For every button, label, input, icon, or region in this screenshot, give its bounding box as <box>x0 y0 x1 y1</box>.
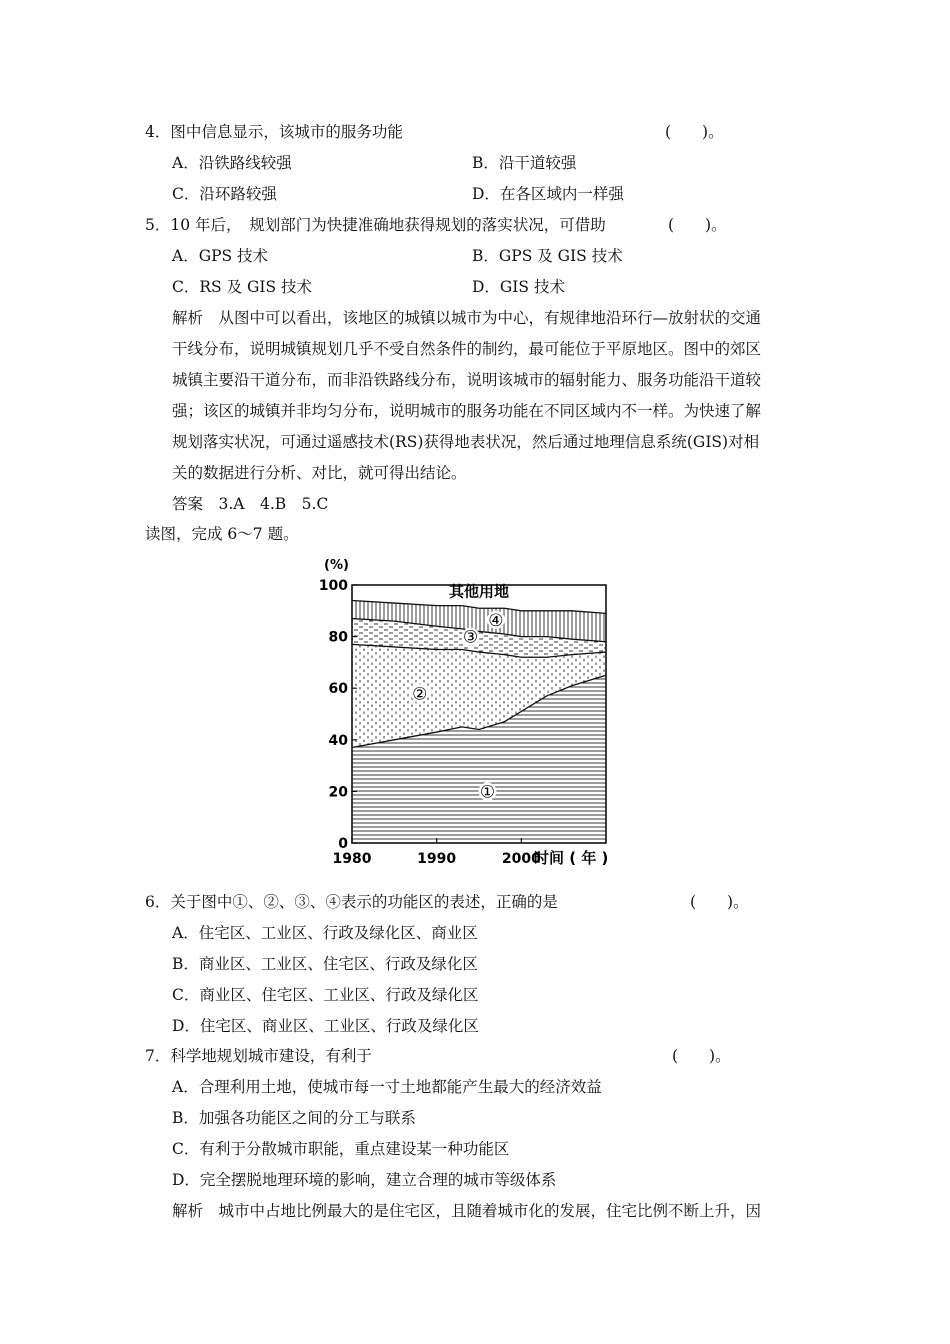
q4-answer-paren: ( )。 <box>665 123 724 141</box>
q4-option-c: C．沿环路较强 <box>172 185 277 203</box>
x-tick-label: 1990 <box>417 851 457 867</box>
q7-option-c: C．有利于分散城市职能，重点建设某一种功能区 <box>172 1140 510 1158</box>
y-tick-label: 40 <box>328 732 348 749</box>
x-tick-label: 1980 <box>332 851 372 867</box>
read-prompt: 读图，完成 6～7 题。 <box>145 525 299 543</box>
q6-option-d: D．住宅区、商业区、工业区、行政及绿化区 <box>172 1017 479 1035</box>
zone-label-1: ① <box>479 782 496 803</box>
analysis-line: 城镇主要沿干道分布，而非沿铁路线分布，说明该城市的辐射能力、服务功能沿干道较 <box>172 371 762 389</box>
q7-option-b: B．加强各功能区之间的分工与联系 <box>172 1109 416 1127</box>
land-use-chart <box>318 553 638 883</box>
q6-option-c: C．商业区、住宅区、工业区、行政及绿化区 <box>172 986 479 1004</box>
analysis-line: 规划落实状况，可通过遥感技术(RS)获得地表状况，然后通过地理信息系统(GIS)对相 <box>172 433 760 451</box>
q5-option-a: A．GPS 技术 <box>172 247 269 265</box>
q4-option-d: D．在各区域内一样强 <box>472 185 624 203</box>
y-tick-label: 20 <box>328 784 348 801</box>
q6-option-b: B．商业区、工业区、住宅区、行政及绿化区 <box>172 955 478 973</box>
y-axis-label: (%) <box>324 558 349 573</box>
q7-answer-paren: ( )。 <box>672 1047 731 1065</box>
answer-key: 答案 3.A 4.B 5.C <box>172 495 329 513</box>
q6-answer-paren: ( )。 <box>690 893 749 911</box>
q7-stem: 7．科学地规划城市建设，有利于 <box>145 1047 372 1065</box>
x-axis-label: 时间 ( 年 ) <box>534 849 609 867</box>
analysis-line: 关的数据进行分析、对比，就可得出结论。 <box>172 464 467 482</box>
q6-option-a: A．住宅区、工业区、行政及绿化区、商业区 <box>172 924 478 942</box>
y-tick-label: 0 <box>338 836 348 852</box>
other-land-label: 其他用地 <box>448 582 510 601</box>
q7-option-a: A．合理利用土地，使城市每一寸土地都能产生最大的经济效益 <box>172 1078 602 1096</box>
analysis-line: 解析 从图中可以看出，该地区的城镇以城市为中心，有规律地沿环行—放射状的交通 <box>172 309 762 327</box>
q4-option-b: B．沿干道较强 <box>472 154 577 172</box>
q5-answer-paren: ( )。 <box>668 216 727 234</box>
q5-option-c: C．RS 及 GIS 技术 <box>172 278 313 296</box>
analysis-line: 强；该区的城镇并非均匀分布，说明城市的服务功能在不同区域内不一样。为快速了解 <box>172 402 762 420</box>
zone-label-3: ③ <box>462 627 479 648</box>
land-use-chart-svg <box>318 553 638 883</box>
q7-option-d: D．完全摆脱地理环境的影响，建立合理的城市等级体系 <box>172 1171 557 1189</box>
analysis2-line: 解析 城市中占地比例最大的是住宅区，且随着城市化的发展，住宅比例不断上升，因 <box>172 1202 762 1220</box>
zone-label-4: ④ <box>488 610 504 631</box>
q5-stem: 5．10 年后， 规划部门为快捷准确地获得规划的落实状况，可借助 <box>145 216 606 234</box>
q4-option-a: A．沿铁路线较强 <box>172 154 292 172</box>
q5-option-b: B．GPS 及 GIS 技术 <box>472 247 623 265</box>
x-tick-label: 2000 <box>501 851 541 867</box>
zone-label-2: ② <box>412 684 428 705</box>
analysis-line: 干线分布，说明城镇规划几乎不受自然条件的制约，最可能位于平原地区。图中的郊区 <box>172 340 762 358</box>
q5-option-d: D．GIS 技术 <box>472 278 565 296</box>
y-tick-label: 60 <box>328 681 348 698</box>
q6-stem: 6．关于图中①、②、③、④表示的功能区的表述，正确的是 <box>145 893 558 911</box>
y-tick-label: 80 <box>328 629 348 646</box>
q4-stem: 4．图中信息显示，该城市的服务功能 <box>145 123 403 141</box>
y-tick-label: 100 <box>318 578 348 594</box>
